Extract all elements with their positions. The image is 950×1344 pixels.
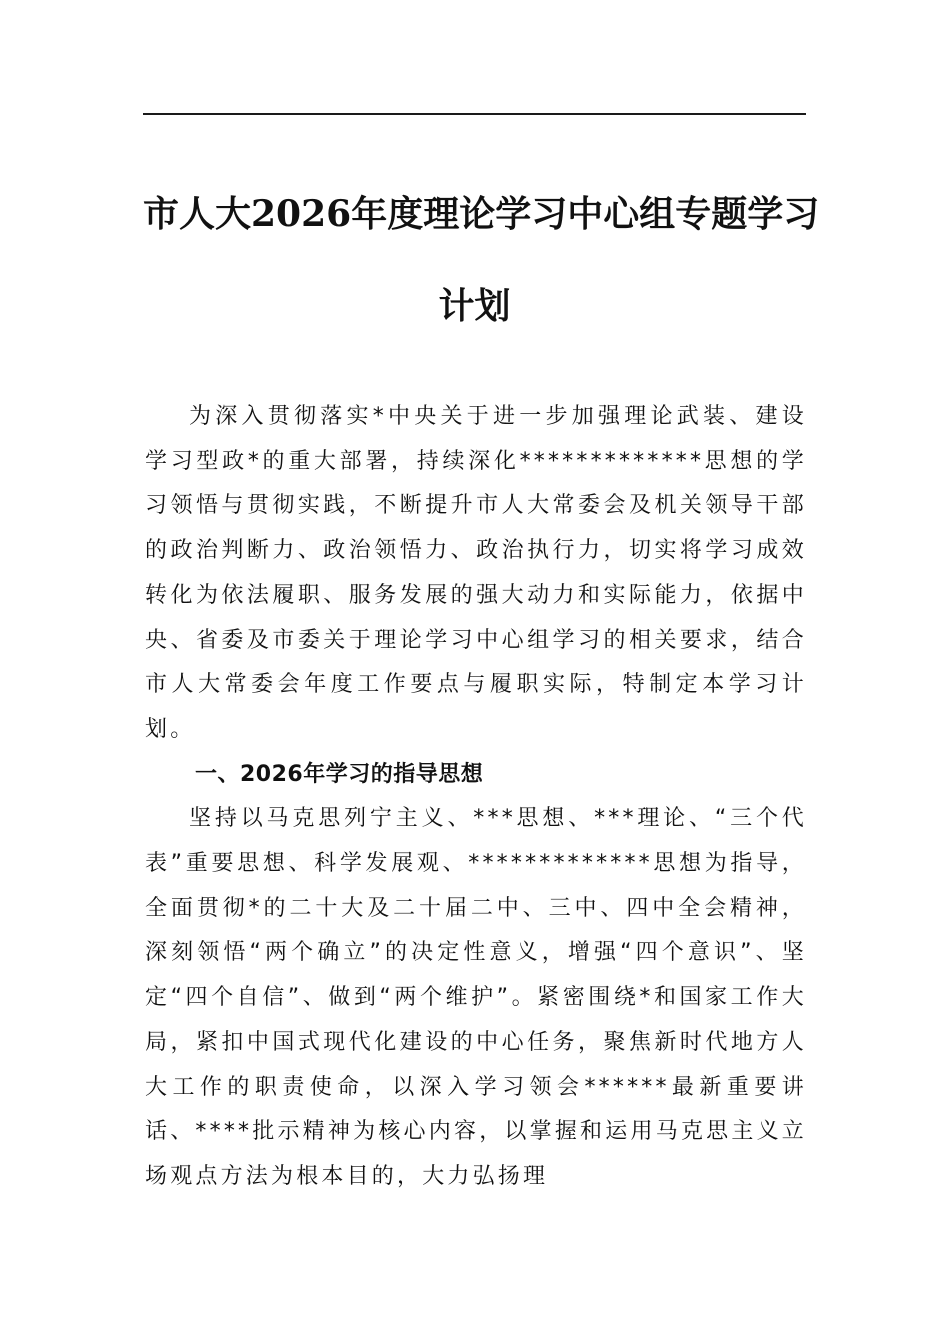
section-1-paragraph: 坚持以马克思列宁主义、***思想、***理论、“三个代表”重要思想、科学发展观、*************思想为指导，全面贯彻*的二十大及二十届二中、三中、四中全会精神，深刻领悟“两个确立”的决定性意义，增强“四个意识”、坚定“四个自信”、做到“两个维护”。紧密围绕*和国家工作大局，紧扣中国式现代化建设的中心任务，聚焦新时代地方人大工作的职责使命，以深入学习领会******最新重要讲话、****批示精神为核心内容，以掌握和运用马克思主义立场观点方法为根本目的，大力弘扬理 — [145, 806, 807, 1189]
section-heading-1: 一、2026年学习的指导思想 — [195, 761, 484, 787]
intro-paragraph: 为深入贯彻落实*中央关于进一步加强理论武装、建设学习型政*的重大部署，持续深化*************思想的学习领悟与贯彻实践，不断提升市人大常委会及机关领导干部的政治判断力、政治领悟力、政治执行力，切实将学习成效转化为依法履职、服务发展的强大动力和实际能力，依据中央、省委及市委关于理论学习中心组学习的相关要求，结合市人大常委会年度工作要点与履职实际，特制定本学习计划。 — [145, 404, 807, 742]
title-line-1: 市人大2026年度理论学习中心组专题学习 — [143, 193, 820, 235]
document-title — [143, 168, 820, 352]
header-rule — [143, 113, 806, 115]
document-body — [145, 395, 807, 1200]
title-line-2: 计划 — [438, 285, 511, 327]
